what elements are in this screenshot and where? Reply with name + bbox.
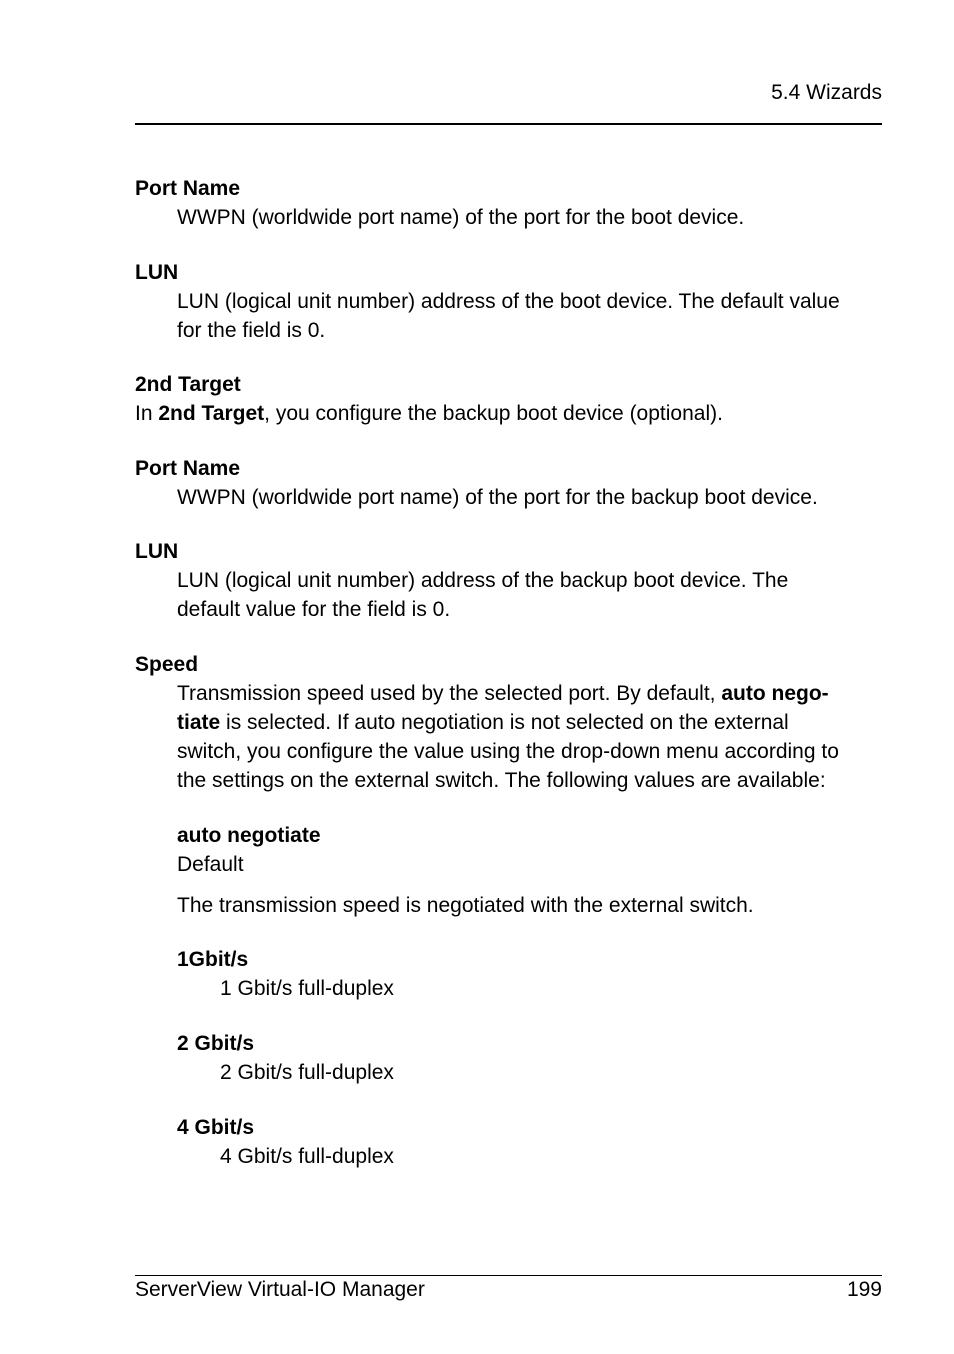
desc-speed-line: switch, you configure the value using the drop-down menu according to (177, 740, 839, 763)
term-lun: LUN (135, 261, 179, 284)
term-2gbit: 2 Gbit/s (177, 1032, 255, 1055)
intro-2nd-target (135, 399, 723, 428)
desc-text: Transmission speed used by the selected port. By default, (177, 682, 722, 705)
header-rule (135, 123, 882, 125)
running-header: 5.4 Wizards (771, 81, 882, 104)
page-number: 199 (846, 1278, 882, 1301)
intro-text: In (135, 402, 159, 425)
desc-lun-line: for the field is 0. (177, 319, 326, 342)
desc-text: is selected. If auto negotiation is not selected on the external (220, 711, 789, 734)
term-4gbit: 4 Gbit/s (177, 1116, 255, 1139)
default-label: Default (177, 853, 244, 876)
term-port-name: Port Name (135, 177, 241, 200)
desc-bold-text: auto nego- (721, 682, 829, 705)
desc-lun-line: default value for the field is 0. (177, 598, 451, 621)
term-port-name: Port Name (135, 457, 241, 480)
desc-speed-line (177, 679, 829, 708)
term-auto-negotiate: auto negotiate (177, 824, 321, 847)
term-lun: LUN (135, 540, 179, 563)
intro-bold-text: 2nd Target (158, 402, 265, 425)
intro-text: , you configure the backup boot device (optional). (264, 402, 723, 425)
desc-4gbit: 4 Gbit/s full-duplex (220, 1145, 394, 1168)
footer-product-name: ServerView Virtual-IO Manager (135, 1278, 425, 1301)
desc-speed-line (177, 708, 789, 737)
term-1gbit: 1Gbit/s (177, 948, 249, 971)
desc-lun-line: LUN (logical unit number) address of the boot device. The default value (177, 290, 840, 313)
section-heading-2nd-target: 2nd Target (135, 373, 241, 396)
desc-port-name: WWPN (worldwide port name) of the port for the backup boot device. (177, 486, 818, 509)
desc-auto-negotiate: The transmission speed is negotiated with the external switch. (177, 894, 754, 917)
desc-lun-line: LUN (logical unit number) address of the backup boot device. The (177, 569, 789, 592)
desc-1gbit: 1 Gbit/s full-duplex (220, 977, 394, 1000)
desc-bold-text: tiate (177, 711, 221, 734)
desc-speed-line: the settings on the external switch. The following values are available: (177, 769, 826, 792)
desc-2gbit: 2 Gbit/s full-duplex (220, 1061, 394, 1084)
term-speed: Speed (135, 653, 199, 676)
desc-port-name: WWPN (worldwide port name) of the port for the boot device. (177, 206, 745, 229)
